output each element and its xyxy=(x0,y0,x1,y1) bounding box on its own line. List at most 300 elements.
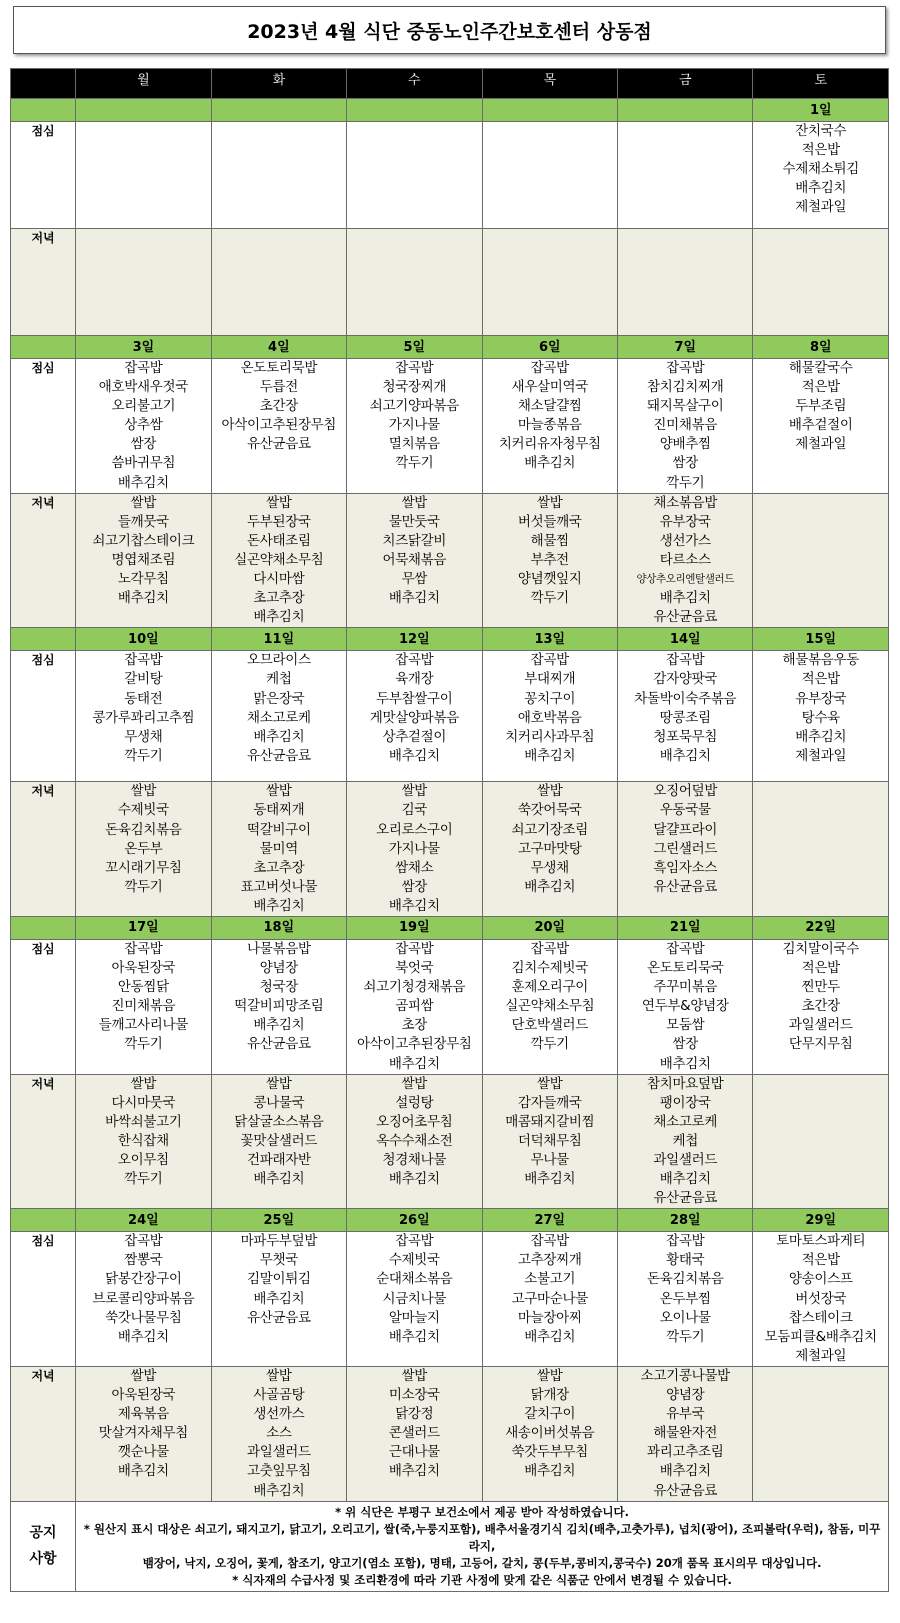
menu-item: 유부국 xyxy=(666,1406,705,1423)
lunch-menu-cell xyxy=(211,359,346,494)
menu-item: 갈비탕 xyxy=(124,671,163,688)
menu-item: 생선까스 xyxy=(253,1406,305,1423)
menu-item: 초고추장 xyxy=(253,859,305,876)
menu-item: 유산균음료 xyxy=(653,609,718,626)
lunch-row xyxy=(11,651,889,782)
dinner-menu-cell xyxy=(482,493,617,628)
menu-item: 갈치구이 xyxy=(524,1406,576,1423)
menu-item: 깍두기 xyxy=(124,1171,163,1188)
menu-item: 아욱된장국 xyxy=(111,960,176,977)
menu-item: 배추김치 xyxy=(659,1055,711,1072)
page-title-text: 2023년 4월 식단 중동노인주간보호센터 상동점 xyxy=(247,20,652,43)
notice-line: * 위 식단은 부평구 보건소에서 제공 받아 작성하였습니다. xyxy=(335,1504,630,1519)
menu-item: 양념장 xyxy=(259,960,298,977)
menu-item: 잡곡밥 xyxy=(666,940,705,957)
lunch-menu-cell xyxy=(753,1232,889,1367)
date-row-corner xyxy=(11,916,76,939)
menu-item: 꼬시래기무침 xyxy=(105,859,182,876)
date-row xyxy=(11,916,889,939)
date-cell: 24일 xyxy=(76,1209,211,1232)
dinner-menu-cell xyxy=(347,782,482,917)
menu-item: 설렁탕 xyxy=(395,1094,434,1111)
menu-item: 가지나물 xyxy=(388,840,440,857)
dinner-row xyxy=(11,229,889,336)
menu-item: 단무지무침 xyxy=(788,1036,853,1053)
menu-item: 해물찜 xyxy=(530,532,569,549)
menu-item: 사골곰탕 xyxy=(253,1387,305,1404)
menu-item: 소불고기 xyxy=(524,1271,576,1288)
menu-item: 유산균음료 xyxy=(246,436,311,453)
menu-item: 참치김치찌개 xyxy=(647,379,724,396)
menu-item: 채소고로케 xyxy=(246,709,311,726)
menu-item: 쑥갓어묵국 xyxy=(517,802,582,819)
menu-item: 타르소스 xyxy=(659,551,711,568)
menu-item: 김말이튀김 xyxy=(246,1271,311,1288)
menu-item: 잡곡밥 xyxy=(124,360,163,376)
menu-item: 쌀밥 xyxy=(537,1367,563,1384)
menu-item: 쇠고기장조림 xyxy=(511,821,588,838)
menu-item: 콩나물국 xyxy=(253,1094,305,1111)
menu-item: 쌀밥 xyxy=(266,1367,292,1384)
menu-item: 배추김치 xyxy=(388,1171,440,1188)
menu-item: 양념장 xyxy=(666,1387,705,1404)
menu-item: 상추겉절이 xyxy=(382,728,447,745)
menu-item: 배추김치 xyxy=(253,1017,305,1034)
menu-item: 쌀밥 xyxy=(401,783,428,800)
menu-item: 잡곡밥 xyxy=(530,1233,569,1250)
lunch-menu-cell xyxy=(76,939,211,1074)
menu-item: 무나물 xyxy=(530,1152,569,1168)
menu-item: 단호박샐러드 xyxy=(511,1017,588,1034)
menu-item: 해물완자전 xyxy=(653,1425,718,1442)
menu-item: 물만둣국 xyxy=(388,513,440,530)
lunch-menu-cell xyxy=(211,1232,346,1367)
menu-item: 쑥갓두부무침 xyxy=(511,1444,588,1461)
menu-item: 다시마뭇국 xyxy=(111,1094,176,1111)
page-title xyxy=(13,6,886,54)
menu-item: 찹스테이크 xyxy=(788,1309,853,1326)
date-cell: 19일 xyxy=(347,916,482,939)
menu-item: 배추김치 xyxy=(253,609,305,626)
menu-item: 케첩 xyxy=(672,1132,698,1149)
menu-item: 닭살굴소스볶음 xyxy=(234,1113,324,1130)
menu-item: 초간장 xyxy=(259,398,298,415)
menu-item: 콘샐러드 xyxy=(388,1425,440,1442)
date-cell: 3일 xyxy=(76,336,211,359)
date-cell xyxy=(76,99,211,122)
menu-item: 쌀밥 xyxy=(401,1367,428,1384)
menu-item: 깻순나물 xyxy=(117,1444,169,1461)
menu-item: 잡곡밥 xyxy=(530,940,569,957)
menu-item: 부대찌개 xyxy=(524,671,576,688)
menu-item: 쌈장 xyxy=(401,878,428,895)
lunch-menu-cell xyxy=(347,651,482,782)
lunch-menu-cell xyxy=(211,651,346,782)
dinner-menu-cell xyxy=(347,493,482,628)
date-row xyxy=(11,628,889,651)
menu-item: 유부장국 xyxy=(795,690,847,707)
menu-item: 근대나물 xyxy=(388,1444,440,1461)
date-cell: 27일 xyxy=(482,1209,617,1232)
menu-item: 잡곡밥 xyxy=(395,360,434,376)
menu-item: 유산균음료 xyxy=(653,1482,718,1499)
menu-item: 양상추오리엔탈샐러드 xyxy=(636,573,734,586)
lunch-menu-cell xyxy=(482,359,617,494)
menu-item: 실곤약채소무침 xyxy=(234,551,324,568)
menu-item: 적은밥 xyxy=(801,142,840,159)
menu-item: 해물칼국수 xyxy=(788,360,853,376)
notice-row xyxy=(11,1501,889,1591)
date-cell: 22일 xyxy=(753,916,889,939)
lunch-menu-cell xyxy=(753,939,889,1074)
menu-item: 찐만두 xyxy=(801,979,840,996)
menu-item: 새송이버섯볶음 xyxy=(505,1425,595,1442)
lunch-menu-cell xyxy=(618,651,753,782)
notice-text xyxy=(76,1501,889,1591)
menu-item: 오리불고기 xyxy=(111,398,176,415)
menu-item: 쌀밥 xyxy=(537,1075,563,1092)
date-row-corner xyxy=(11,99,76,122)
menu-item: 모둠피클&배추김치 xyxy=(764,1328,877,1345)
menu-item: 오리로스구이 xyxy=(376,821,453,838)
menu-item: 맑은장국 xyxy=(253,690,305,707)
menu-item: 닭강정 xyxy=(395,1406,434,1423)
menu-item: 새우살미역국 xyxy=(511,379,588,396)
menu-item: 북엇국 xyxy=(395,960,434,977)
lunch-menu-cell xyxy=(482,1232,617,1367)
menu-item: 수제빗국 xyxy=(117,802,169,819)
dinner-menu-cell xyxy=(211,1074,346,1209)
weekday-mon: 월 xyxy=(76,69,211,99)
lunch-menu-cell xyxy=(347,1232,482,1367)
weekday-thu: 목 xyxy=(482,69,617,99)
menu-item: 마늘장아찌 xyxy=(517,1309,582,1326)
menu-item: 배추김치 xyxy=(524,1463,576,1480)
menu-item: 적은밥 xyxy=(801,960,840,977)
menu-item: 탕수육 xyxy=(801,709,840,726)
dinner-menu-cell xyxy=(618,782,753,917)
menu-item: 들깨고사리나물 xyxy=(98,1017,188,1034)
menu-item: 수제빗국 xyxy=(388,1252,440,1269)
menu-item: 배추김치 xyxy=(253,1482,305,1499)
menu-item: 유산균음료 xyxy=(246,747,311,764)
notice-line: 뱀장어, 낙지, 오징어, 꽃게, 참조기, 양고기(염소 포함), 명태, 고등어, 갈치, 콩(두부,콩비지,콩국수) 20개 품목 표시의무 대상입니다. xyxy=(142,1555,822,1570)
menu-item: 배추겉절이 xyxy=(788,417,853,434)
menu-item: 두릅전 xyxy=(259,379,298,396)
date-cell: 20일 xyxy=(482,916,617,939)
date-row xyxy=(11,336,889,359)
menu-item: 콩가루꽈리고추찜 xyxy=(92,709,195,726)
menu-item: 닭봉간장구이 xyxy=(105,1271,182,1288)
dinner-menu-cell xyxy=(347,1366,482,1501)
menu-item: 우동국물 xyxy=(659,802,711,819)
menu-item: 깍두기 xyxy=(666,474,705,491)
menu-item: 배추김치 xyxy=(253,897,305,914)
menu-item: 고추장찌개 xyxy=(517,1252,582,1269)
lunch-menu-cell xyxy=(76,1232,211,1367)
date-cell: 17일 xyxy=(76,916,211,939)
date-cell: 21일 xyxy=(618,916,753,939)
menu-item: 배추김치 xyxy=(795,180,847,197)
menu-item: 브로콜리양파볶음 xyxy=(92,1290,195,1307)
menu-item: 맛살겨자채무침 xyxy=(98,1425,188,1442)
lunch-label: 점심 xyxy=(11,651,76,782)
menu-item: 흑임자소스 xyxy=(653,859,718,876)
menu-item: 쇠고기찹스테이크 xyxy=(92,532,195,549)
menu-item: 유산균음료 xyxy=(246,1309,311,1326)
menu-item: 온도토리묵국 xyxy=(647,960,724,977)
menu-item: 들깨뭇국 xyxy=(117,513,169,530)
menu-item: 바싹쇠불고기 xyxy=(105,1113,182,1130)
dinner-menu-cell xyxy=(618,493,753,628)
menu-item: 채소달걀찜 xyxy=(517,398,582,415)
menu-item: 훈제오리구이 xyxy=(511,979,588,996)
menu-item: 배추김치 xyxy=(659,1171,711,1188)
menu-item: 쌀밥 xyxy=(130,783,157,800)
menu-item: 소스 xyxy=(266,1425,292,1442)
date-row xyxy=(11,1209,889,1232)
menu-item: 유산균음료 xyxy=(653,878,718,895)
menu-item: 모둠쌈 xyxy=(666,1017,705,1034)
menu-item: 쌀밥 xyxy=(266,494,292,511)
dinner-row xyxy=(11,1074,889,1209)
lunch-menu-cell xyxy=(211,939,346,1074)
notice-line: * 원산지 표시 대상은 쇠고기, 돼지고기, 닭고기, 오리고기, 쌀(죽,누룽지포함), 배추서울경기식 김치(배추,고춧가루), 넙치(광어), 조피볼락(우럭), 참돔, 미꾸라지, xyxy=(83,1521,881,1553)
lunch-label: 점심 xyxy=(11,122,76,229)
lunch-menu-cell xyxy=(618,1232,753,1367)
date-cell: 11일 xyxy=(211,628,346,651)
date-cell: 26일 xyxy=(347,1209,482,1232)
date-cell: 8일 xyxy=(753,336,889,359)
menu-item: 두부조림 xyxy=(795,398,847,415)
menu-item: 멸치볶음 xyxy=(388,436,440,453)
date-cell xyxy=(482,99,617,122)
menu-item: 그린샐러드 xyxy=(653,840,718,857)
menu-item: 오이나물 xyxy=(659,1309,711,1326)
date-row-corner xyxy=(11,628,76,651)
menu-item: 육개장 xyxy=(395,671,434,688)
menu-item: 고춧잎무침 xyxy=(246,1463,311,1480)
date-cell: 4일 xyxy=(211,336,346,359)
menu-item: 온두부 xyxy=(124,840,163,857)
menu-item: 부추전 xyxy=(530,551,569,568)
menu-item: 돼지목살구이 xyxy=(647,398,724,415)
menu-item: 치커리유자청무침 xyxy=(498,436,601,453)
menu-item: 쌀밥 xyxy=(266,783,292,800)
menu-item: 버섯장국 xyxy=(795,1290,847,1307)
menu-item: 물미역 xyxy=(259,840,298,857)
lunch-row xyxy=(11,939,889,1074)
menu-item: 표고버섯나물 xyxy=(240,878,318,895)
dinner-menu-cell xyxy=(618,1366,753,1501)
menu-item: 두부참쌀구이 xyxy=(376,690,453,707)
menu-item: 제철과일 xyxy=(795,747,847,764)
menu-item: 진미채볶음 xyxy=(653,417,718,434)
date-cell: 1일 xyxy=(753,99,889,122)
menu-item: 게맛살양파볶음 xyxy=(369,709,459,726)
date-row xyxy=(11,99,889,122)
menu-item: 감자들깨국 xyxy=(517,1094,582,1111)
date-cell: 13일 xyxy=(482,628,617,651)
menu-item: 쌀밥 xyxy=(401,1075,428,1092)
menu-item: 한식잡채 xyxy=(117,1132,169,1149)
menu-item: 배추김치 xyxy=(388,747,440,764)
menu-item: 무챗국 xyxy=(259,1252,298,1269)
date-cell: 18일 xyxy=(211,916,346,939)
menu-item: 옥수수채소전 xyxy=(376,1132,453,1149)
menu-item: 노각무침 xyxy=(117,571,169,588)
notice-label-line1: 공지 xyxy=(29,1525,57,1542)
date-cell xyxy=(347,99,482,122)
menu-item: 상추쌈 xyxy=(124,417,163,434)
dinner-label: 저녁 xyxy=(11,782,76,917)
menu-item: 배추김치 xyxy=(659,590,711,607)
date-row-corner xyxy=(11,1209,76,1232)
lunch-row xyxy=(11,359,889,494)
menu-item: 쌈장 xyxy=(672,1036,698,1053)
weekday-wed: 수 xyxy=(347,69,482,99)
menu-item: 채소고로케 xyxy=(653,1113,718,1130)
menu-item: 연두부&양념장 xyxy=(641,998,729,1015)
menu-item: 적은밥 xyxy=(801,379,840,396)
menu-item: 두부된장국 xyxy=(246,513,311,530)
menu-item: 쌀밥 xyxy=(537,783,563,800)
dinner-menu-cell xyxy=(753,493,889,628)
menu-item: 오징어덮밥 xyxy=(653,783,718,800)
menu-item: 유산균음료 xyxy=(653,1190,718,1207)
date-row-corner xyxy=(11,336,76,359)
dinner-menu-cell xyxy=(753,1074,889,1209)
menu-item: 마파두부덮밥 xyxy=(240,1233,318,1250)
menu-item: 양송이스프 xyxy=(788,1271,853,1288)
menu-item: 참치마요덮밥 xyxy=(647,1075,724,1092)
menu-item: 건파래자반 xyxy=(246,1152,311,1168)
menu-item: 잡곡밥 xyxy=(124,1233,163,1250)
menu-item: 잡곡밥 xyxy=(666,360,705,376)
weekday-tue: 화 xyxy=(211,69,346,99)
lunch-menu-cell xyxy=(76,122,211,229)
menu-item: 오므라이스 xyxy=(246,652,311,669)
lunch-label: 점심 xyxy=(11,1232,76,1367)
menu-item: 치커리사과무침 xyxy=(505,728,595,745)
menu-item: 떡갈비피망조림 xyxy=(234,998,324,1015)
lunch-menu-cell xyxy=(76,651,211,782)
corner-cell xyxy=(11,69,76,99)
lunch-menu-cell xyxy=(618,359,753,494)
menu-item: 시금치나물 xyxy=(382,1290,447,1307)
menu-item: 주꾸미볶음 xyxy=(653,979,718,996)
lunch-menu-cell xyxy=(347,939,482,1074)
date-cell: 29일 xyxy=(753,1209,889,1232)
menu-item: 배추김치 xyxy=(659,1463,711,1480)
dinner-menu-cell xyxy=(482,229,617,336)
menu-item: 떡갈비구이 xyxy=(246,821,311,838)
lunch-label: 점심 xyxy=(11,939,76,1074)
menu-item: 청국장찌개 xyxy=(382,379,447,396)
menu-item: 쌀밥 xyxy=(537,494,563,511)
menu-item: 가지나물 xyxy=(388,417,440,434)
date-cell: 28일 xyxy=(618,1209,753,1232)
menu-item: 아욱된장국 xyxy=(111,1387,176,1404)
menu-item: 적은밥 xyxy=(801,671,840,688)
dinner-menu-cell xyxy=(76,1074,211,1209)
menu-item: 쑥갓나물무침 xyxy=(105,1309,182,1326)
menu-item: 쌀밥 xyxy=(130,1367,157,1384)
menu-item: 잔치국수 xyxy=(795,123,847,139)
menu-item: 동태전 xyxy=(124,690,163,707)
notice-label xyxy=(11,1501,76,1591)
lunch-menu-cell xyxy=(753,359,889,494)
menu-item: 차돌박이숙주볶음 xyxy=(634,690,737,707)
dinner-menu-cell xyxy=(211,493,346,628)
menu-item: 돈육김치볶음 xyxy=(647,1271,724,1288)
menu-item: 과일샐러드 xyxy=(788,1017,853,1034)
menu-item: 케첩 xyxy=(266,671,292,688)
menu-item: 배추김치 xyxy=(388,1463,440,1480)
weekday-sat: 토 xyxy=(753,69,889,99)
dinner-menu-cell xyxy=(211,782,346,917)
menu-item: 제철과일 xyxy=(795,1347,847,1364)
dinner-menu-cell xyxy=(76,1366,211,1501)
menu-item: 쌀밥 xyxy=(130,494,157,511)
lunch-row xyxy=(11,122,889,229)
menu-item: 쌀밥 xyxy=(266,1075,292,1092)
dinner-label: 저녁 xyxy=(11,493,76,628)
menu-item: 더덕채무침 xyxy=(517,1132,582,1149)
menu-item: 잡곡밥 xyxy=(395,652,434,669)
menu-item: 소고기콩나물밥 xyxy=(640,1367,730,1384)
menu-item: 잡곡밥 xyxy=(530,652,569,669)
menu-item: 제철과일 xyxy=(795,436,847,453)
menu-item: 꽁치구이 xyxy=(524,690,576,707)
menu-item: 양배추찜 xyxy=(659,436,711,453)
lunch-menu-cell xyxy=(482,939,617,1074)
dinner-menu-cell xyxy=(753,1366,889,1501)
menu-item: 무생채 xyxy=(124,728,163,745)
dinner-label: 저녁 xyxy=(11,229,76,336)
menu-item: 배추김치 xyxy=(524,1171,576,1188)
weekday-header-row xyxy=(11,69,889,99)
menu-item: 고구마순나물 xyxy=(511,1290,588,1307)
menu-item: 알마늘지 xyxy=(388,1309,440,1326)
menu-item: 수제채소튀김 xyxy=(782,161,859,178)
menu-item: 배추김치 xyxy=(253,1171,305,1188)
menu-item: 김국 xyxy=(401,802,428,819)
menu-item: 동태찌개 xyxy=(253,802,305,819)
menu-item: 과일샐러드 xyxy=(246,1444,311,1461)
menu-item: 쌈채소 xyxy=(395,859,434,876)
menu-item: 쌀밥 xyxy=(130,1075,157,1092)
menu-item: 온도토리묵밥 xyxy=(240,360,318,376)
menu-item: 생선가스 xyxy=(659,532,711,549)
menu-item: 잡곡밥 xyxy=(666,652,705,669)
date-cell: 7일 xyxy=(618,336,753,359)
dinner-menu-cell xyxy=(347,1074,482,1209)
menu-item: 아삭이고추된장무침 xyxy=(221,417,337,434)
menu-item: 잡곡밥 xyxy=(666,1233,705,1250)
menu-item: 유부장국 xyxy=(659,513,711,530)
menu-item: 미소장국 xyxy=(388,1387,440,1404)
menu-item: 버섯들깨국 xyxy=(517,513,582,530)
menu-item: 적은밥 xyxy=(801,1252,840,1269)
notice-line: * 식자재의 수급사정 및 조리환경에 따라 기관 사정에 맞게 같은 식품군 안에서 변경될 수 있습니다. xyxy=(232,1572,732,1587)
menu-item: 배추김치 xyxy=(524,878,576,895)
dinner-menu-cell xyxy=(753,782,889,917)
dinner-menu-cell xyxy=(347,229,482,336)
menu-item: 초고추장 xyxy=(253,590,305,607)
menu-table xyxy=(10,68,889,1592)
menu-item: 실곤약채소무침 xyxy=(505,998,595,1015)
